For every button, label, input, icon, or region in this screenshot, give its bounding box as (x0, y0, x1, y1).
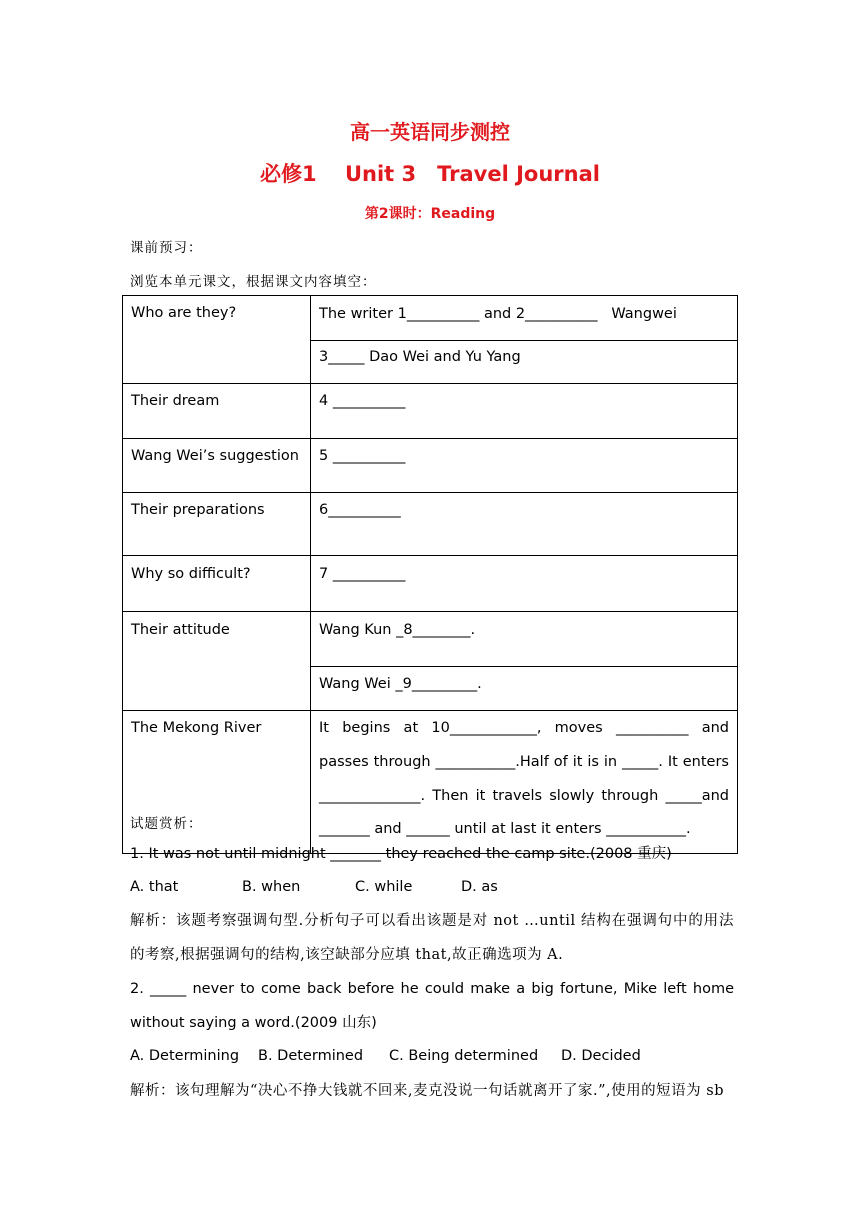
suggestion-label: Wang Wei’s suggestion (123, 439, 311, 493)
table-row (123, 439, 738, 493)
question-2-explanation: 解析：该句理解为“决心不挣大钱就不回来,麦克没说一句话就离开了家.”,使用的短语为 sb (130, 1083, 724, 1099)
who-line2: 3_____ Dao Wei and Yu Yang (311, 341, 738, 384)
question-1: 1. It was not until midnight _______ they reached the camp site.(2008 重庆) (130, 846, 672, 862)
q1-option-d: D. as (461, 879, 498, 895)
question-1-options (130, 879, 498, 895)
why-label: Why so difficult? (123, 556, 311, 612)
question-1-explanation: 解析：该题考察强调句型.分析句子可以看出该题是对 not …until 结构在强调句中的用法的考察,根据强调句的结构,该空缺部分应填 that,故正确选项为 A. (130, 913, 734, 963)
table-row (123, 384, 738, 439)
table-row (123, 296, 738, 341)
suggestion-value: 5 __________ (311, 439, 738, 493)
page-title: 高一英语同步测控 (350, 120, 510, 144)
who-line1: The writer 1__________ and 2__________ Wangwei (311, 296, 738, 341)
question-2: 2. _____ never to come back before he could make a big fortune, Mike left home without saying a word.(2009 山东) (130, 981, 734, 1031)
q2-option-b: B. Determined (258, 1048, 364, 1064)
preparations-value: 6__________ (311, 493, 738, 556)
table-row (123, 711, 738, 854)
table-row (123, 556, 738, 612)
lesson-title: 第2课时：Reading (364, 206, 496, 222)
analysis-label: 试题赏析： (130, 816, 203, 832)
unit-title: 必修1 Unit 3 Travel Journal (260, 162, 600, 186)
attitude-line1: Wang Kun _8________. (311, 612, 738, 667)
q1-option-c: C. while (355, 879, 413, 895)
fill-in-table (122, 295, 738, 854)
q2-option-a: A. Determining (130, 1048, 240, 1064)
attitude-label: Their attitude (123, 612, 311, 711)
mekong-label: The Mekong River (123, 711, 311, 854)
table-row (123, 493, 738, 556)
q1-option-b: B. when (242, 879, 301, 895)
mekong-cell (311, 711, 738, 854)
question-2-options (130, 1048, 641, 1064)
who-label: Who are they? (123, 296, 311, 384)
preparations-label: Their preparations (123, 493, 311, 556)
table-row (123, 612, 738, 667)
preview-instruction: 浏览本单元课文，根据课文内容填空： (130, 274, 377, 290)
q1-option-a: A. that (130, 879, 179, 895)
dream-value: 4 __________ (311, 384, 738, 439)
mekong-text: It begins at 10____________, moves __________ and passes through ___________.Half of it is in _____. It enters ______________. Then it travels slowly through _____and _______ and ______ until at last it enters ___________. (319, 720, 729, 838)
why-value: 7 __________ (311, 556, 738, 612)
dream-label: Their dream (123, 384, 311, 439)
q2-option-c: C. Being determined (389, 1048, 539, 1064)
preview-label: 课前预习： (130, 240, 203, 256)
q2-option-d: D. Decided (561, 1048, 641, 1064)
attitude-line2: Wang Wei _9_________. (311, 667, 738, 711)
